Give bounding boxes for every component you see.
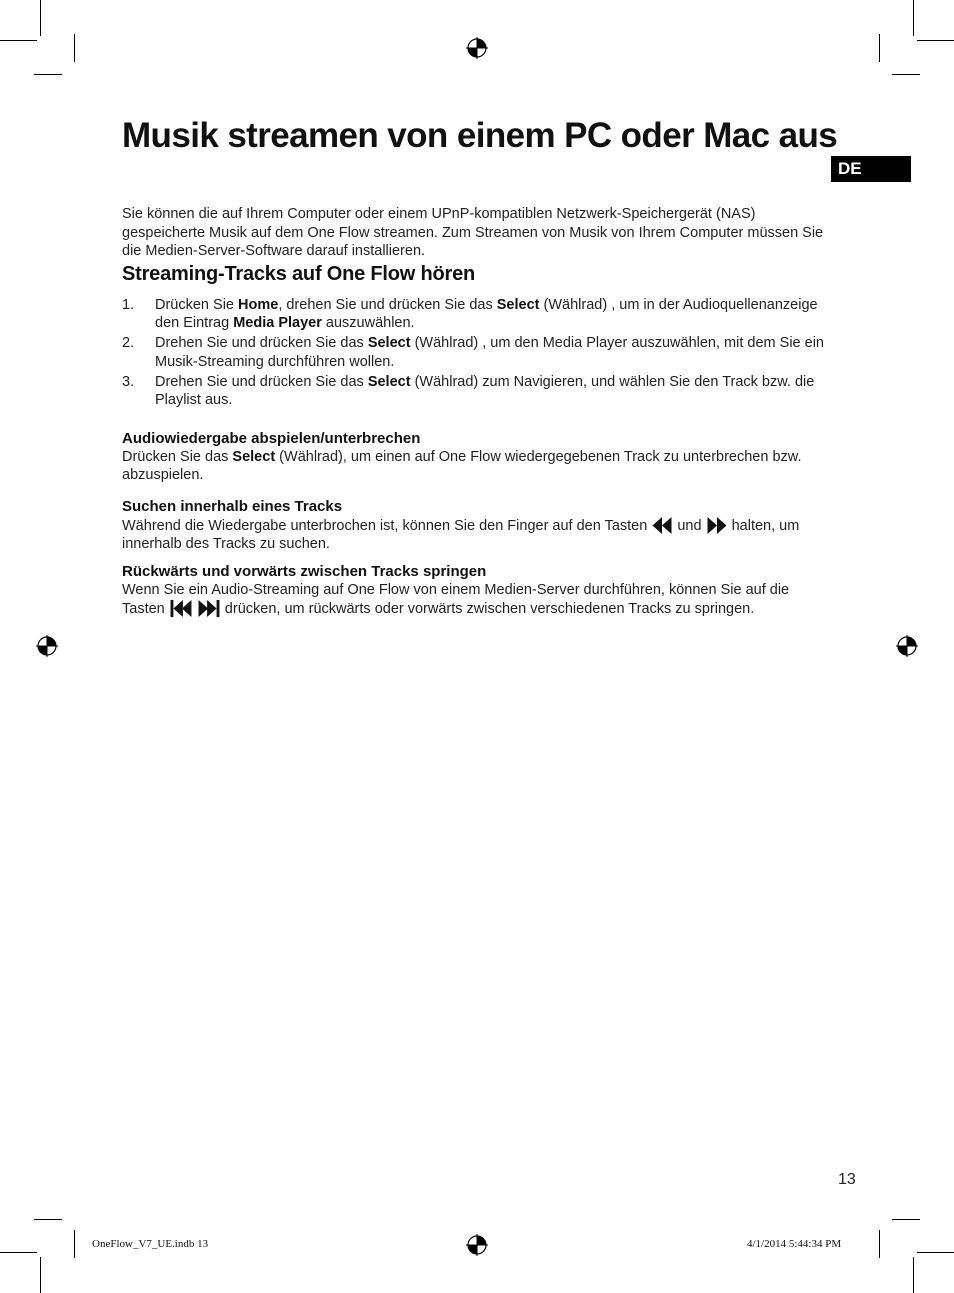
step-keyword: Home (238, 296, 279, 313)
print-slug-file: OneFlow_V7_UE.indb 13 (92, 1238, 209, 1250)
crop-mark (0, 1252, 37, 1253)
text-run: (Wählrad), um einen auf One Flow wiedergegebenen Track zu unterbrechen bzw. abzuspielen. (122, 448, 802, 483)
crop-mark (0, 40, 37, 41)
crop-mark (913, 0, 914, 36)
step-number: 2. (122, 335, 135, 351)
crop-mark (917, 1252, 954, 1253)
rewind-icon (651, 516, 673, 535)
registration-mark-icon (896, 635, 918, 657)
text-run: drücken, um rückwärts oder vorwärts zwischen verschiedenen Tracks zu springen. (220, 601, 755, 617)
steps-list (122, 296, 834, 410)
print-slug-date: 4/1/2014 5:44:34 PM (747, 1238, 842, 1250)
step-text: (Wählrad) , um den Media Player auszuwählen, mit dem Sie ein Musik-Streaming durchführen wollen. (155, 335, 824, 370)
playpause-block (122, 429, 834, 485)
intro-paragraph: Sie können die auf Ihrem Computer oder einem UPnP-kompatiblen Netzwerk-Speichergerät (NAS) gespeicherte Musik auf dem One Flow streamen. Zum Streamen von Musik von Ihrem Computer müssen Sie die Medien-Server-Software darauf installieren. (122, 206, 824, 259)
body-text (122, 448, 834, 485)
crop-mark (892, 74, 920, 75)
step-keyword: Select (496, 296, 540, 313)
text-run: und (673, 517, 706, 534)
step-text: Drehen Sie und drücken Sie das (155, 373, 368, 390)
step-keyword: Select (367, 373, 411, 390)
fast-forward-icon (706, 516, 728, 535)
list-item (122, 334, 834, 371)
step-keyword: Select (367, 335, 411, 351)
step-text: Drücken Sie (155, 296, 239, 313)
step-number: 3. (122, 373, 135, 390)
step-keyword: Media Player (233, 315, 322, 331)
page-title: Musik streamen von einem PC oder Mac aus (122, 116, 838, 155)
page-number: 13 (838, 1171, 856, 1188)
crop-mark (34, 1219, 62, 1220)
crop-mark (913, 1257, 914, 1293)
crop-mark (40, 1257, 41, 1293)
registration-mark-icon (36, 635, 58, 657)
crop-mark (892, 1219, 920, 1220)
skip-back-icon (169, 599, 193, 618)
crop-mark (74, 1230, 75, 1258)
step-text: (Wählrad) zum Navigieren, und wählen Sie den Track bzw. die Playlist aus. (155, 373, 815, 408)
text-run: Wenn Sie ein Audio-Streaming auf One Flow von einem Medien-Server durchführen, können Sie auf die Tasten (122, 581, 790, 617)
body-text (122, 581, 834, 619)
list-item (122, 296, 834, 333)
crop-mark (74, 34, 75, 62)
language-tab: DE (831, 156, 911, 182)
body-text (122, 516, 834, 554)
list-item (122, 373, 834, 410)
step-text: (Wählrad) , um in der Audioquellenanzeige den Eintrag (155, 296, 818, 331)
keyword: Select (232, 448, 276, 465)
subheading: Audiowiedergabe abspielen/unterbrechen (122, 429, 421, 447)
crop-mark (34, 74, 62, 75)
subheading: Suchen innerhalb eines Tracks (122, 497, 343, 515)
step-text: Drehen Sie und drücken Sie das (155, 335, 368, 351)
crop-mark (40, 0, 41, 36)
search-block (122, 497, 834, 554)
section-heading: Streaming-Tracks auf One Flow hören (122, 262, 476, 285)
main-content (122, 205, 834, 619)
crop-mark (879, 34, 880, 62)
subheading: Rückwärts und vorwärts zwischen Tracks springen (122, 562, 487, 580)
registration-mark-icon (466, 37, 488, 59)
step-text: auszuwählen. (321, 315, 415, 331)
crop-mark (879, 1230, 880, 1258)
skip-block (122, 562, 834, 619)
text-run: halten, um innerhalb des Tracks zu suchen. (122, 517, 800, 552)
crop-mark (917, 40, 954, 41)
text-run: Drücken Sie das (122, 448, 233, 465)
registration-mark-icon (466, 1234, 488, 1256)
step-number: 1. (122, 296, 135, 313)
step-text: , drehen Sie und drücken Sie das (278, 296, 497, 313)
skip-forward-icon (197, 599, 221, 618)
text-run: Während die Wiedergabe unterbrochen ist, können Sie den Finger auf den Tasten (122, 517, 652, 534)
